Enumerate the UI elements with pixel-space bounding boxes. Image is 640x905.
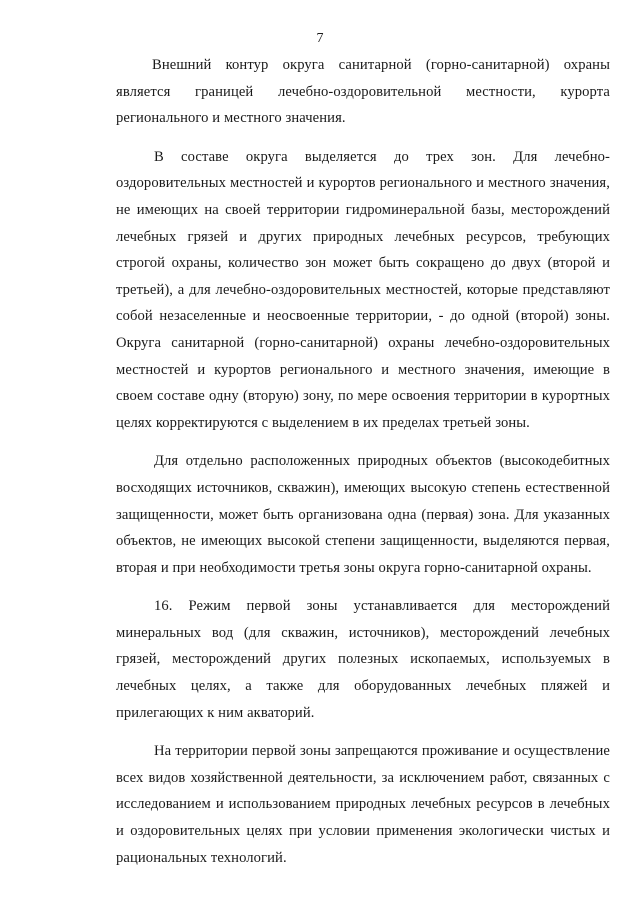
- paragraph-separate-objects: Для отдельно расположенных природных объектов (высокодебитных восходящих источников, скважин), имеющих высокую степень естественной защищенности, может быть организована одна (первая) зона. Для указанных объектов, не имеющих высокой степени защищенности, выделяются первая, вторая и при необходимости третья зоны округа горно-санитарной охраны.: [116, 453, 610, 576]
- paragraph-item-16: 16. Режим первой зоны устанавливается для месторождений минеральных вод (для скважин, источников), месторождений лечебных грязей, месторождений других полезных ископаемых, используемых в лечебных целях, а также для оборудованных лечебных пляжей и прилегающих к ним акваторий.: [116, 598, 610, 721]
- paragraph-outer-contour: Внешний контур округа санитарной (горно-санитарной) охраны является границей лечебно-оздоровительной местности, курорта регионального и местного значения.: [116, 57, 610, 127]
- paragraph-first-zone-prohibitions: На территории первой зоны запрещаются проживание и осуществление всех видов хозяйственной деятельности, за исключением работ, связанных с исследованием и использованием природных лечебных ресурсов в лечебных и оздоровительных целях при условии применения экологически чистых и рациональных технологий.: [116, 743, 610, 866]
- page-number: 7: [316, 31, 324, 46]
- paragraph-zones-count: В составе округа выделяется до трех зон. Для лечебно-оздоровительных местностей и курортов регионального и местного значения, не имеющих на своей территории гидроминеральной базы, месторождений лечебных грязей и других природных лечебных ресурсов, требующих строгой охраны, количество зон может быть сокращено до двух (второй и третьей), а для лечебно-оздоровительных местностей, которые представляют собой незаселенные и неосвоенные территории, - до одной (второй) зоны. Округа санитарной (горно-санитарной) охраны лечебно-оздоровительных местностей и курортов регионального и местного значения, имеющие в своем составе одну (вторую) зону, по мере освоения территории в курортных целях корректируются с выделением в их пределах третьей зоны.: [116, 148, 610, 431]
- document-body: [116, 52, 610, 871]
